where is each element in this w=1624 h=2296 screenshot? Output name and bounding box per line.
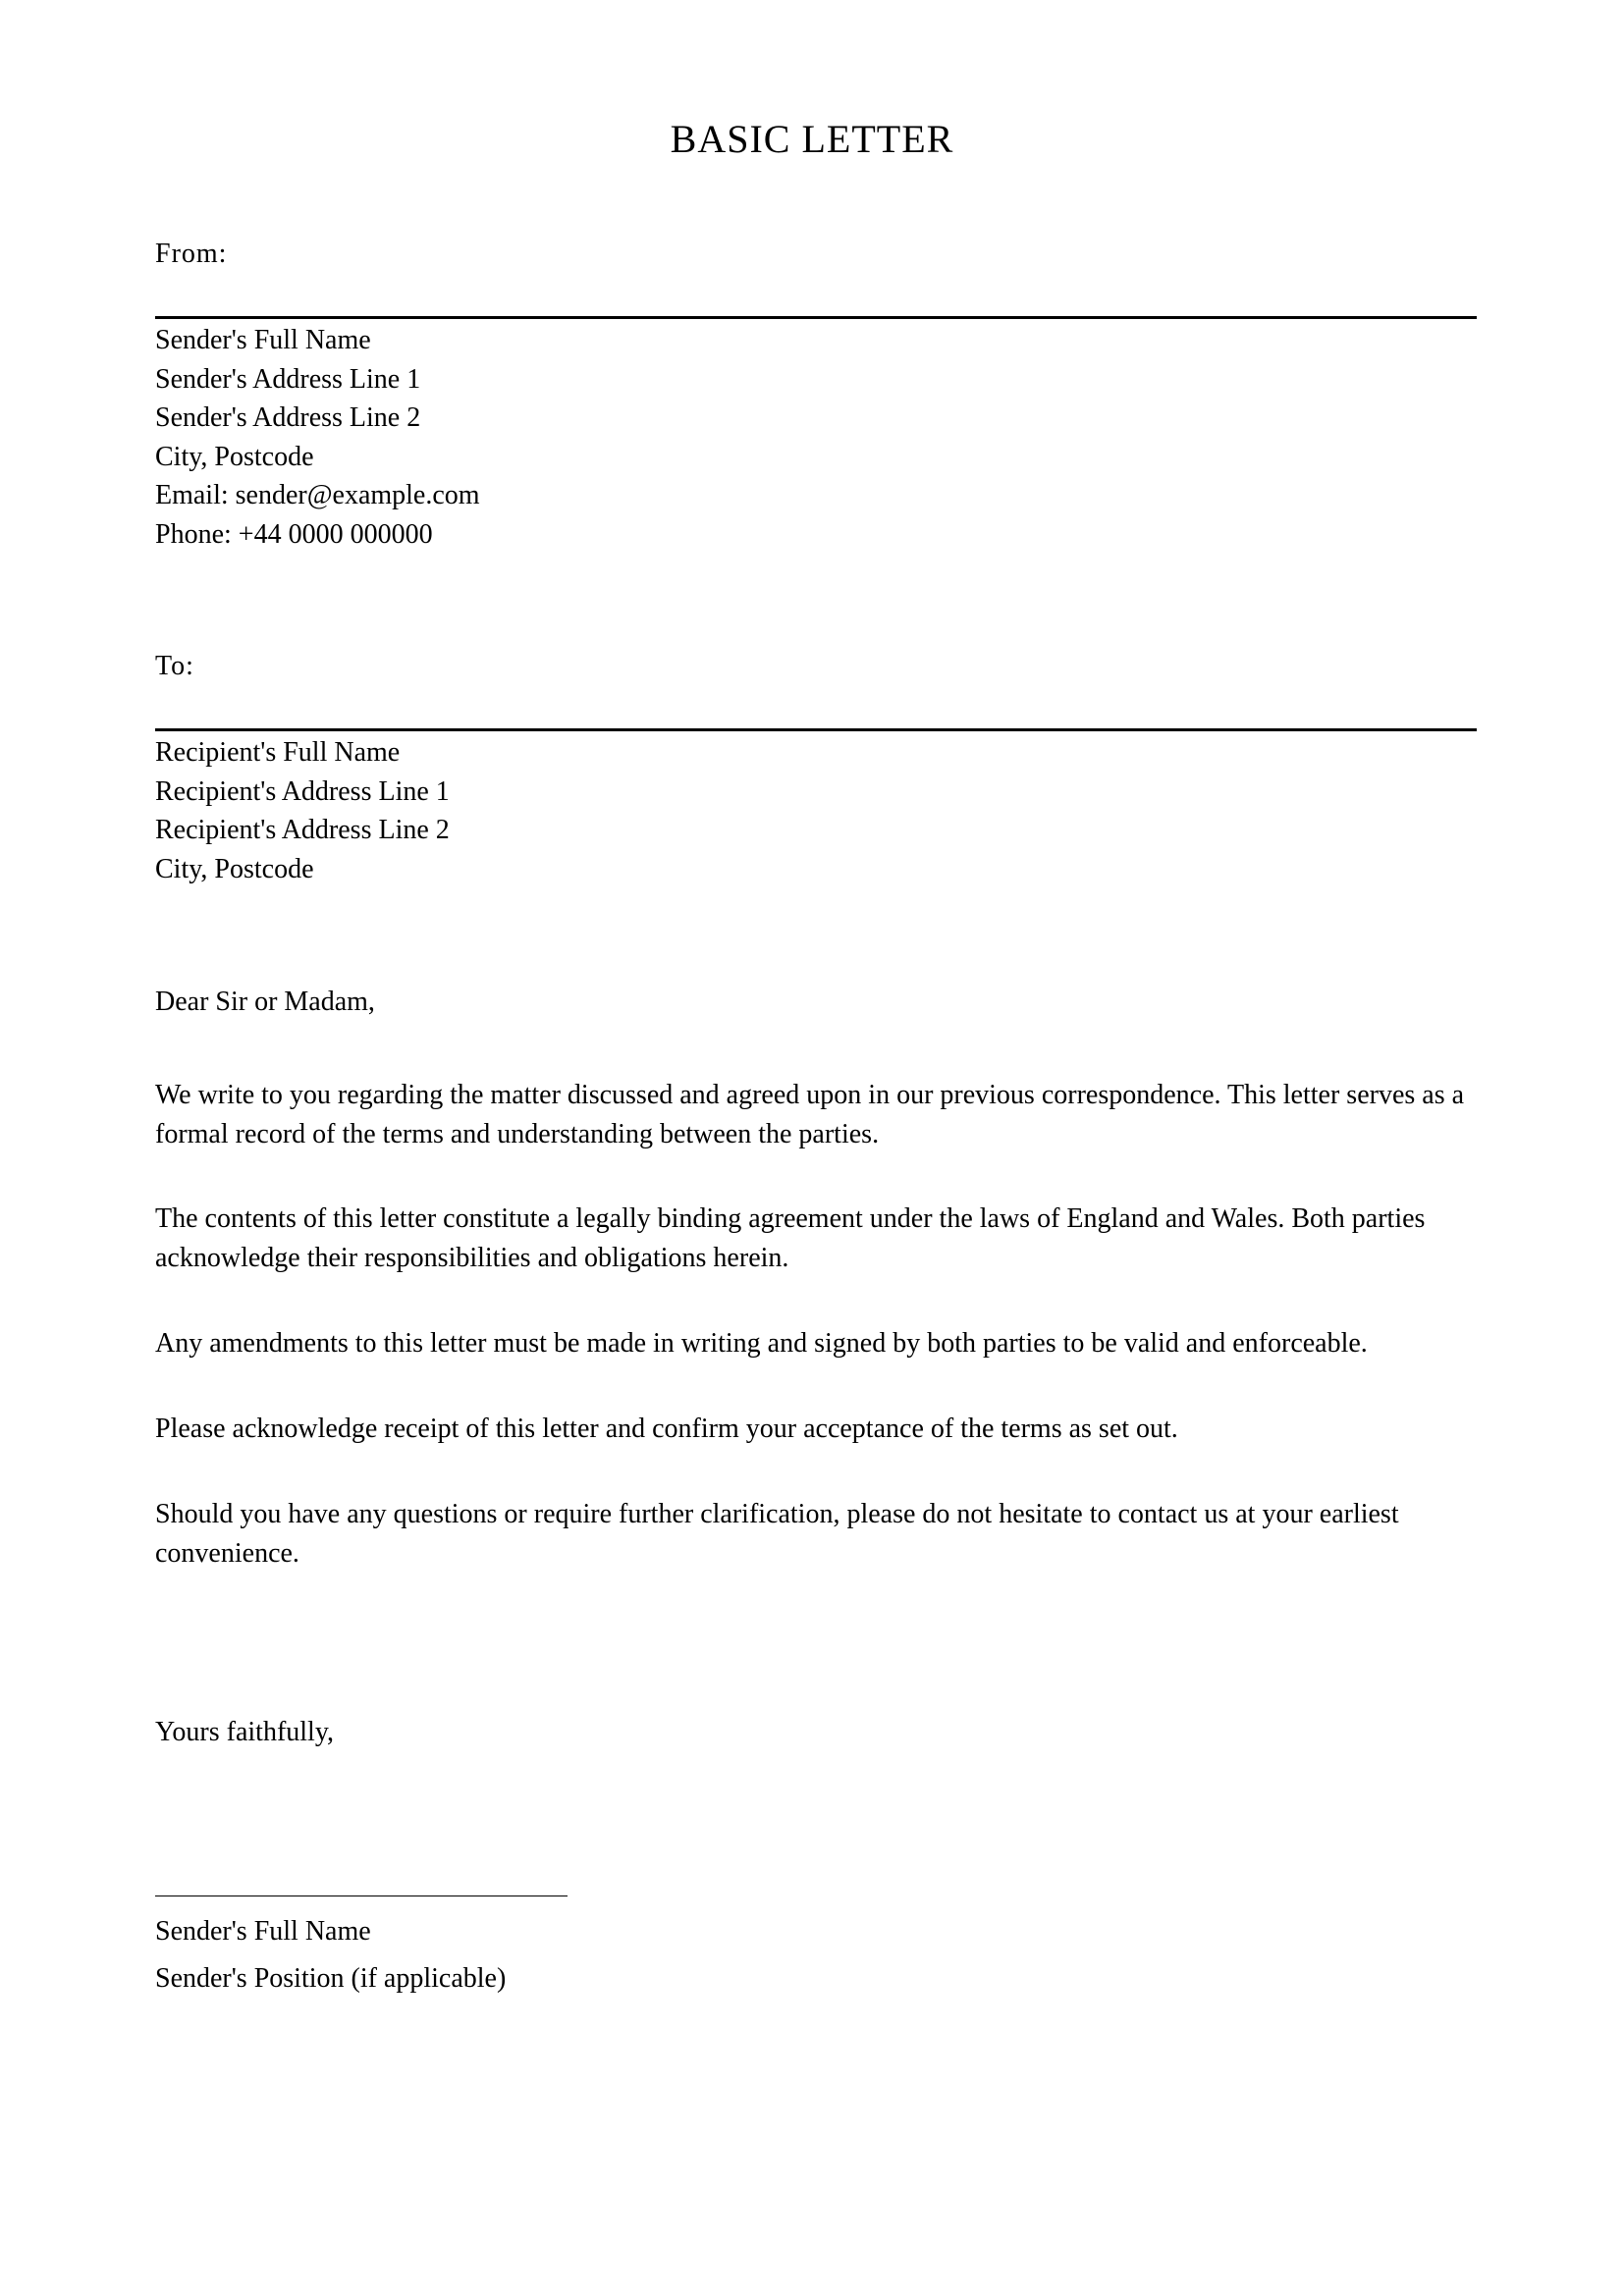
sender-address-block <box>155 321 480 554</box>
to-divider <box>155 728 1477 731</box>
salutation: Dear Sir or Madam, <box>155 987 375 1017</box>
sender-phone: Phone: +44 0000 000000 <box>155 518 433 550</box>
sender-address-line-1: Sender's Address Line 1 <box>155 363 421 395</box>
signature-position: Sender's Position (if applicable) <box>155 1963 507 1994</box>
recipient-address-line-2: Recipient's Address Line 2 <box>155 815 450 845</box>
document-title: BASIC LETTER <box>670 117 954 161</box>
sender-address-line-2: Sender's Address Line 2 <box>155 402 421 433</box>
paragraph-2: The contents of this letter constitute a legally binding agreement under the laws of England and Wales. Both parties acknowledge their responsibilities and obligations herein. <box>155 1203 1426 1273</box>
recipient-address-block <box>155 733 450 888</box>
from-divider <box>155 316 1477 319</box>
paragraph-4: Please acknowledge receipt of this letter and confirm your acceptance of the terms as set out. <box>155 1414 1178 1444</box>
paragraph-1: We write to you regarding the matter discussed and agreed upon in our previous correspondence. This letter serves as a formal record of the terms and understanding between the parties. <box>155 1080 1465 1149</box>
sender-email: Email: sender@example.com <box>155 480 480 510</box>
sender-name: Sender's Full Name <box>155 325 371 355</box>
paragraph-3: Any amendments to this letter must be made in writing and signed by both parties to be valid and enforceable. <box>155 1328 1368 1359</box>
paragraph-5: Should you have any questions or require further clarification, please do not hesitate to contact us at your earliest convenience. <box>155 1499 1399 1569</box>
recipient-address-line-1: Recipient's Address Line 1 <box>155 775 450 807</box>
signature-name: Sender's Full Name <box>155 1916 371 1947</box>
from-label: From: <box>155 239 228 269</box>
recipient-city-postcode: City, Postcode <box>155 853 314 884</box>
closing: Yours faithfully, <box>155 1717 335 1747</box>
recipient-name: Recipient's Full Name <box>155 737 401 768</box>
sender-city-postcode: City, Postcode <box>155 441 314 472</box>
to-label: To: <box>155 651 194 681</box>
